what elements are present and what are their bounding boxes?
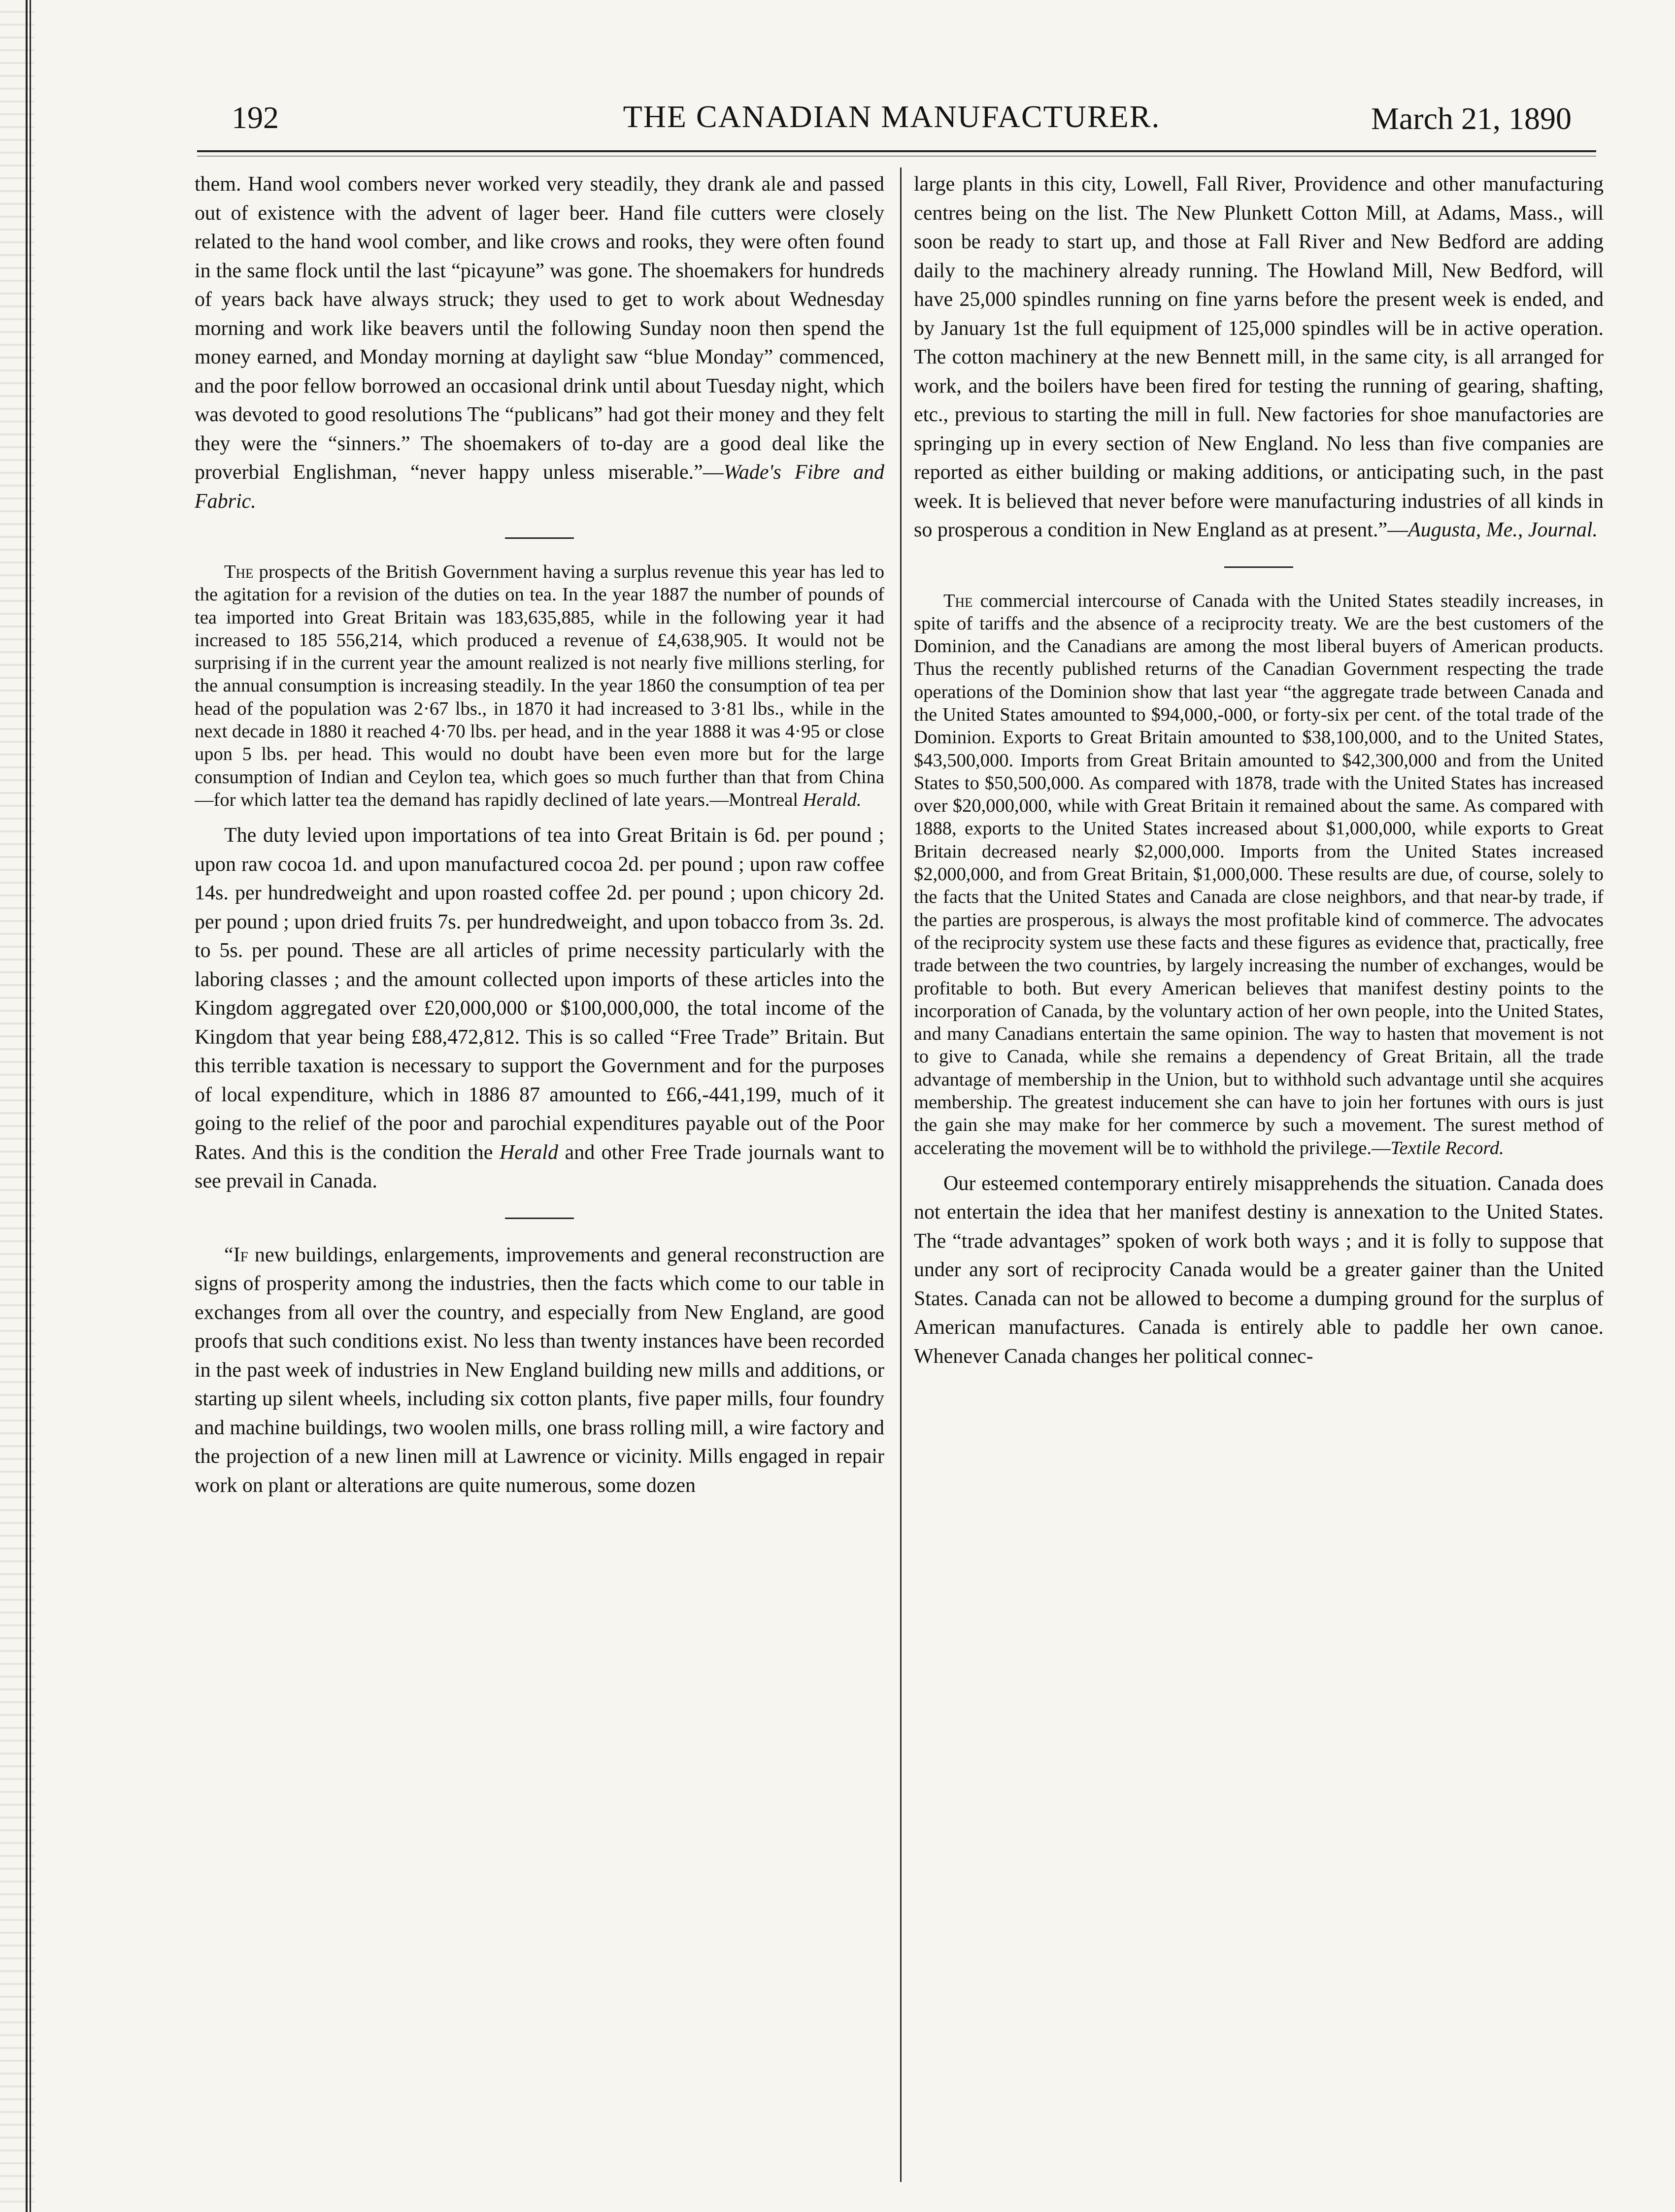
- citation: Herald.: [803, 789, 862, 810]
- section-rule: [1224, 566, 1293, 568]
- lead-word: The: [943, 590, 973, 611]
- article-canada-us-trade: The commercial intercourse of Canada with the United States steadily increases, in spite of tariffs and the absence of a reciprocity treaty. We are the best customers of the Dominion, and the Canadians are among the most liberal buyers of American products. Thus the recently published returns of the Canadian Government respecting the trade operations of the Dominion show that last year “the aggregate trade between Canada and the United States amounted to $94,000,-000, or forty-six per cent. of the total trade of the Dominion. Exports to Great Britain amounted to $38,100,000, and to the United States, $43,500,000. Imports from Great Britain amounted to $42,300,000 and from the United States to $50,500,000. As compared with 1878, trade with the United States has increased over $20,000,000, while with Great Britain it remained about the same. As compared with 1888, exports to the United States increased about $1,000,000, while exports to Great Britain decreased nearly $2,000,000. Imports from the United States increased $2,000,000, and from Great Britain, $1,000,000. These results are due, of course, solely to the facts that the United States and Canada are close neighbors, and that near-by trade, if the parties are prosperous, is always the most profitable kind of commerce. The advocates of the reciprocity system use these facts and these figures as evidence that, practically, free trade between the two countries, by largely increasing the number of exchanges, would be profitable to both. But every American believes that manifest destiny points to the incorporation of Canada, by the voluntary action of her own people, into the United States, and many Canadians entertain the same opinion. The way to hasten that movement is not to give to Canada, while she remains a dependency of Great Britain, all the trade advantage of membership in the Union, but to withhold such advantage until she acquires membership. The greatest inducement she can have to join her fortunes with ours is just the gain she may make for her commerce by such a movement. The surest method of accelerating the movement will be to withhold the privilege.—Textile Record.: [914, 590, 1604, 1158]
- binding-line: [26, 0, 28, 2212]
- article-editorial-response: Our esteemed contemporary entirely misapprehends the situation. Canada does not entertain the idea that her manifest destiny is annexation to the United States. The “trade advantages” spoken of work both ways ; and it is folly to suppose that under any sort of reciprocity Canada would be a greater gainer than the United States. Canada can not be allowed to become a dumping ground for the surplus of American manufactures. Canada is entirely able to paddle her own canoe. Whenever Canada changes her political connec-: [914, 1172, 1604, 1368]
- page-header: [192, 94, 1591, 148]
- article-new-england-mills-cont: large plants in this city, Lowell, Fall River, Providence and other manufacturing centres being on the list. The New Plunkett Cotton Mill, at Adams, Mass., will soon be ready to start up, and those at Fall River and New Bedford are adding daily to the machinery already running. The Howland Mill, New Bedford, will have 25,000 spindles running on fine yarns before the present week is ended, and by January 1st the full equipment of 125,000 spindles will be in active operation. The cotton machinery at the new Bennett mill, in the same city, is all arranged for work, and the boilers have been fired for testing the running of gearing, shafting, etc., previous to starting the mill in full. New factories for shoe manufactories are springing up in every section of New England. No less than five companies are reported as either building or making additions, or anticipating such, in the past week. It is believed that never before were manufacturing industries of all kinds in so prosperous a condition in New England as at present.”—Augusta, Me., Journal.: [914, 173, 1604, 541]
- header-rule: [197, 156, 1596, 157]
- column-divider: [900, 167, 902, 2182]
- italic-term: Herald: [499, 1141, 558, 1164]
- article-duty-levied: The duty levied upon importations of tea into Great Britain is 6d. per pound ; upon raw cocoa 1d. and upon manufactured cocoa 2d. per pound ; upon raw coffee 14s. per hundredweight and upon roasted coffee 2d. per pound ; upon chicory 2d. per pound ; upon dried fruits 7s. per hundredweight, and upon tobacco from 3s. 2d. to 5s. per pound. These are all articles of prime necessity particularly with the laboring classes ; and the amount collected upon imports of these articles into the Kingdom aggregated over £20,000,000 or $100,000,000, the total income of the Kingdom that year being £88,472,812. This is so called “Free Trade” Britain. But this terrible taxation is necessary to support the Government and for the purposes of local expenditure, which in 1886 87 amounted to £66,-441,199, much of it going to the relief of the poor and parochial expenditures payable out of the Poor Rates. And this is the condition the Herald and other Free Trade journals want to see prevail in Canada.: [195, 824, 884, 1193]
- publication-title: THE CANADIAN MANUFACTURER.: [623, 99, 1161, 134]
- citation: Textile Record.: [1390, 1137, 1504, 1158]
- citation: Augusta, Me., Journal.: [1408, 519, 1598, 541]
- citation: Wade's Fibre and Fabric.: [195, 461, 884, 513]
- article-wool-combers: them. Hand wool combers never worked very steadily, they drank ale and passed out of existence with the advent of lager beer. Hand file cutters were closely related to the hand wool comber, and like crows and rooks, they were often found in the same flock until the last “picayune” was gone. The shoemakers for hundreds of years back have always struck; they used to get to work about Wednesday morning and work like beavers until the following Sunday noon then spend the money earned, and Monday morning at daylight saw “blue Monday” commenced, and the poor fellow borrowed an occasional drink until about Tuesday night, which was devoted to good resolutions The “publicans” had got their money and they felt they were the “sinners.” The shoemakers of to-day are a good deal like the proverbial Englishman, “never happy unless miserable.”—Wade's Fibre and Fabric.: [195, 173, 884, 513]
- left-column: [195, 170, 884, 2179]
- article-tea-duties: The prospects of the British Government having a surplus revenue this year has led to the agitation for a revision of the duties on tea. In the year 1887 the number of pounds of tea imported into Great Britain was 183,635,885, while in the following year it had increased to 185 556,214, which produced a revenue of £4,638,905. It would not be surprising if in the current year the amount realized is not nearly five millions sterling, for the annual consumption is increasing steadily. In the year 1860 the consumption of tea per head of the population was 2·67 lbs., in 1870 it had increased to 3·81 lbs., while in the next decade in 1880 it reached 4·70 lbs. per head, and in the year 1888 it was 4·95 or close upon 5 lbs. per head. This would no doubt have been even more but for the large consumption of Indian and Ceylon tea, which goes so much further than that from China—for which latter tea the demand has rapidly declined of late years.—Montreal Herald.: [195, 561, 884, 810]
- section-rule: [505, 1218, 574, 1219]
- right-column: [914, 170, 1604, 2179]
- lead-word: The: [224, 561, 254, 582]
- issue-date: March 21, 1890: [1371, 101, 1572, 136]
- section-rule: [505, 537, 574, 539]
- lead-word: “If: [224, 1243, 248, 1266]
- binding-line: [30, 0, 31, 2212]
- page-number: 192: [232, 100, 279, 135]
- header-rule: [197, 150, 1596, 152]
- article-new-england-mills: “If new buildings, enlargements, improvements and general reconstruction are signs of prosperity among the industries, then the facts which come to our table in exchanges from all over the country, and especially from New England, are good proofs that such conditions exist. No less than twenty instances have been recorded in the past week of industries in New England building new mills and additions, or starting up silent wheels, including six cotton plants, five paper mills, four foundry and machine buildings, two woolen mills, one brass rolling mill, a wire factory and the projection of a new linen mill at Lawrence or vicinity. Mills engaged in repair work on plant or alterations are quite numerous, some dozen: [195, 1243, 884, 1497]
